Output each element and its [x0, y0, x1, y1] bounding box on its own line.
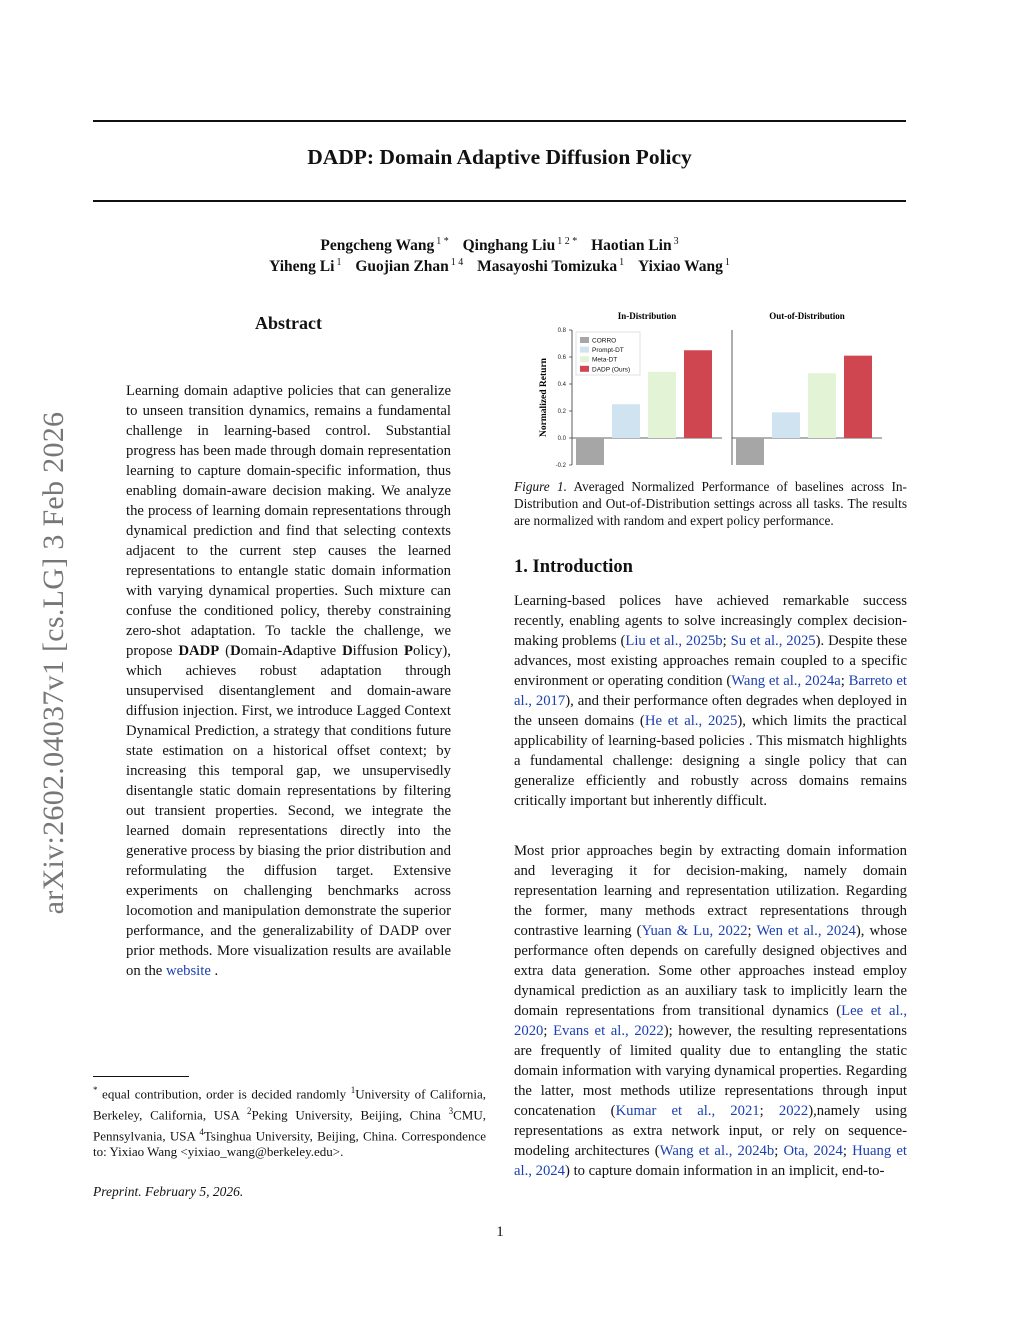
title-bottom-rule	[93, 200, 906, 202]
author: Qinghang Liu $^{1 2 *}$	[462, 236, 578, 254]
panel-title: In-Distribution	[617, 311, 677, 321]
legend-label: Prompt-DT	[592, 347, 624, 355]
citation-link[interactable]: Wang et al., 2024a	[731, 673, 841, 689]
legend-swatch	[580, 366, 589, 372]
author-list-row-1	[93, 236, 906, 255]
abstract-heading: Abstract	[255, 313, 322, 333]
y-axis-label: Normalized Return	[539, 358, 549, 437]
legend-swatch	[580, 347, 589, 353]
legend-label: DADP (Ours)	[592, 366, 631, 374]
intro-paragraph: Learning-based polices have achieved remarkable success recently, enabling agents to solve increasingly complex decision-making problems (Liu et al., 2025b; Su et al., 2025). Despite these advances, most existing approaches remain coupled to a specific environment or operating condition (Wang et al., 2024a; Barreto et al., 2017), and their performance often degrades when deployed in the unseen domains (He et al., 2025), which limits the practical applicability of learning-based policies . This mismatch highlights a fundamental challenge: designing a single policy that can generalize efficiently and robustly across domains remains critically important but inherently difficult.	[514, 593, 907, 809]
legend-label: Meta-DT	[592, 356, 618, 364]
top-rule	[93, 120, 906, 122]
bar	[772, 412, 800, 438]
intro-paragraph: Most prior approaches begin by extracting domain information and leveraging it for decision-making, namely domain representation learning and representation utilization. Regarding the former, many methods extract representations through contrastive learning (Yuan & Lu, 2022; Wen et al., 2024), whose performance often depends on carefully designed objectives and extra data generation. Some other approaches instead employ dynamical prediction as an auxiliary task to implicitly learn the domain representations from transitional dynamics (Lee et al., 2020; Evans et al., 2022); however, the resulting representations are frequently of limited quality due to entangling the static domain information with varying dynamical properties. Regarding the latter, most methods utilize representations through input concatenation (Kumar et al., 2021; 2022),namely using representations as extra network input, or rely on sequence-modeling architectures (Wang et al., 2024b; Ota, 2024; Huang et al., 2024) to capture domain information in an implicit, end-to-	[514, 843, 907, 1179]
y-tick-label: 0.4	[557, 382, 566, 389]
bar-chart	[530, 305, 910, 473]
author: Pengcheng Wang $^{1 *}$	[320, 236, 449, 254]
y-tick-label: 0.2	[557, 409, 566, 416]
author-list-row-2	[93, 257, 906, 276]
citation-link[interactable]: Ota, 2024	[783, 1143, 843, 1159]
preprint-note: Preprint. February 5, 2026.	[93, 1184, 244, 1199]
arxiv-id: arXiv:2602.04037v1 [cs.LG] 3 Feb 2026	[37, 411, 70, 915]
bar	[576, 438, 604, 465]
bar	[612, 404, 640, 438]
bar	[684, 350, 712, 438]
y-tick-label: 0.6	[557, 355, 566, 362]
page-number: 1	[496, 1224, 504, 1240]
citation-link[interactable]: Wang et al., 2024b	[659, 1143, 775, 1159]
citation-link[interactable]: 2022	[778, 1103, 809, 1119]
citation-link[interactable]: He et al., 2025	[644, 713, 738, 729]
author: Masayoshi Tomizuka $^1$	[477, 257, 625, 275]
author: Yiheng Li $^1$	[269, 257, 342, 275]
citation-link[interactable]: Lee et al., 2020	[514, 1003, 907, 1039]
y-tick-label: 0.0	[557, 436, 566, 443]
bar	[736, 438, 764, 465]
y-tick-label: 0.8	[557, 328, 566, 335]
bar	[648, 372, 676, 438]
y-tick-label: -0.2	[555, 463, 566, 470]
citation-link[interactable]: Barreto et al., 2017	[514, 673, 907, 709]
paper-title: DADP: Domain Adaptive Diffusion Policy	[307, 145, 692, 169]
website-link[interactable]: website	[165, 963, 211, 979]
bar	[808, 373, 836, 438]
citation-link[interactable]: Liu et al., 2025b	[625, 633, 723, 649]
citation-link[interactable]: Wen et al., 2024	[756, 923, 856, 939]
citation-link[interactable]: Huang et al., 2024	[514, 1143, 907, 1179]
introduction-heading: 1. Introduction	[514, 557, 633, 577]
citation-link[interactable]: Kumar et al., 2021	[615, 1103, 760, 1119]
panel-title: Out-of-Distribution	[769, 311, 845, 321]
author: Yixiao Wang $^1$	[638, 257, 730, 275]
author: Guojian Zhan $^{1 4}$	[355, 257, 464, 275]
author: Haotian Lin $^3$	[591, 236, 679, 254]
legend-swatch	[580, 356, 589, 362]
footnote-rule	[93, 1076, 189, 1077]
bar	[844, 356, 872, 438]
arxiv-sidebar-stamp	[34, 380, 74, 946]
abstract-text: Learning domain adaptive policies that can generalize to unseen transition dynamics, remains a fundamental challenge in learning-based control. Substantial progress has been made through domain representation learning to capture domain-specific information, thus enabling domain-aware decision making. We analyze the process of learning domain representations through dynamical prediction and find that selecting contexts adjacent to the current step causes the learned representations to entangle static domain information with varying dynamical properties. Such mixture can confuse the conditioned policy, thereby constraining zero-shot adaptation. To tackle the challenge, we propose DADP (Domain-Adaptive Diffusion Policy), which achieves robust adaptation through unsupervised disentanglement and domain-aware diffusion injection. First, we introduce Lagged Context Dynamical Prediction, a strategy that conditions future state estimation on a historical offset context; by increasing this temporal gap, we unsupervisedly disentangle static domain representations by filtering out transient properties. Second, we integrate the learned domain representations directly into the generative process by biasing the prior distribution and reformulating the diffusion target. Extensive experiments on challenging benchmarks across locomotion and manipulation demonstrate the superior performance, and the generalizability of DADP over prior methods. More visualization results are available on the website .	[126, 383, 451, 979]
affiliation-footnote: * equal contribution, order is decided randomly $^1$University of California, Berkeley, California, USA $^2$Peking University, Beijing, China $^3$CMU, Pennsylvania, USA $^4$Tsinghua University, Beijing, China. Correspondence to: Yixiao Wang <yixiao_wang@berkeley.edu>.	[93, 1085, 487, 1160]
citation-link[interactable]: Yuan & Lu, 2022	[641, 923, 748, 939]
citation-link[interactable]: Evans et al., 2022	[553, 1023, 664, 1039]
legend-label: CORRO	[592, 337, 617, 345]
citation-link[interactable]: Su et al., 2025	[730, 633, 816, 649]
legend-swatch	[580, 337, 589, 343]
figure-1-chart	[530, 305, 910, 473]
figure-caption: Figure 1. Averaged Normalized Performance of baselines across In-Distribution and Out-of-Distribution settings across all tasks. The results are normalized with random and expert policy performance.	[514, 479, 907, 528]
